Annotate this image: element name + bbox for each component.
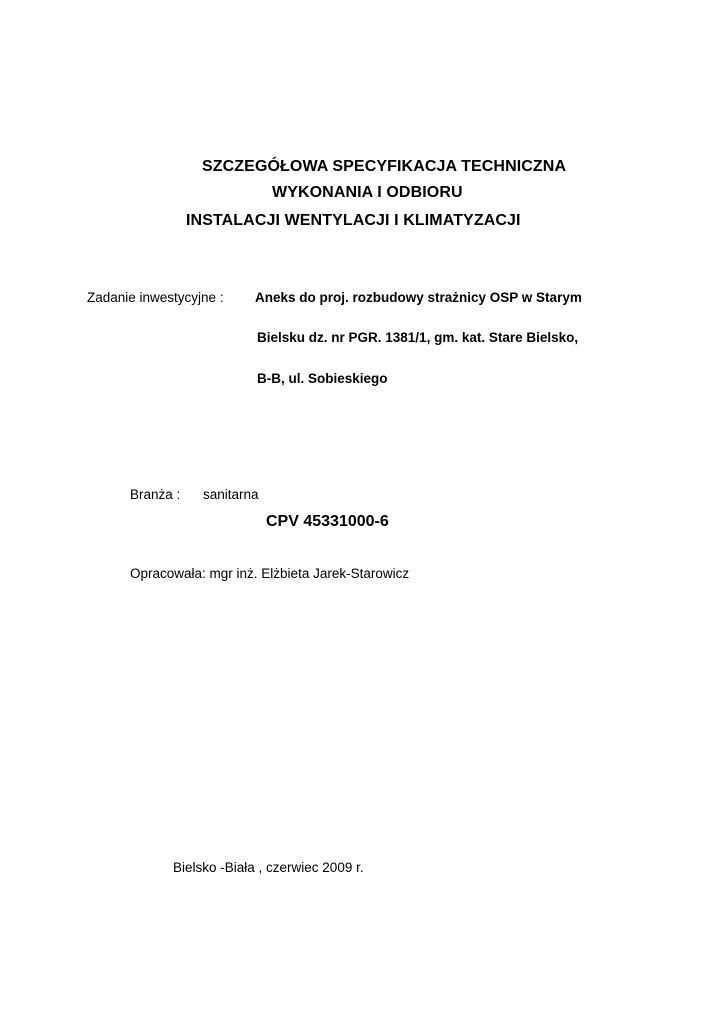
title-line-1: SZCZEGÓŁOWA SPECYFIKACJA TECHNICZNA	[202, 158, 567, 175]
author: Opracowała: mgr inż. Elżbieta Jarek-Starowicz	[130, 566, 410, 581]
title-line-3: INSTALACJI WENTYLACJI I KLIMATYZACJI	[186, 212, 521, 229]
investment-line-3: B-B, ul. Sobieskiego	[257, 371, 388, 386]
place-date: Bielsko -Biała , czerwiec 2009 r.	[173, 860, 364, 875]
investment-label: Zadanie inwestycyjne :	[87, 290, 224, 305]
branch-value: sanitarna	[203, 487, 259, 502]
investment-line-1: Aneks do proj. rozbudowy strażnicy OSP w Starym	[255, 290, 582, 305]
cpv-code: CPV 45331000-6	[266, 513, 389, 530]
investment-line-2: Bielsku dz. nr PGR. 1381/1, gm. kat. Stare Bielsko,	[257, 330, 579, 345]
branch-label: Branża :	[130, 487, 181, 502]
title-line-2: WYKONANIA I ODBIORU	[272, 184, 463, 201]
